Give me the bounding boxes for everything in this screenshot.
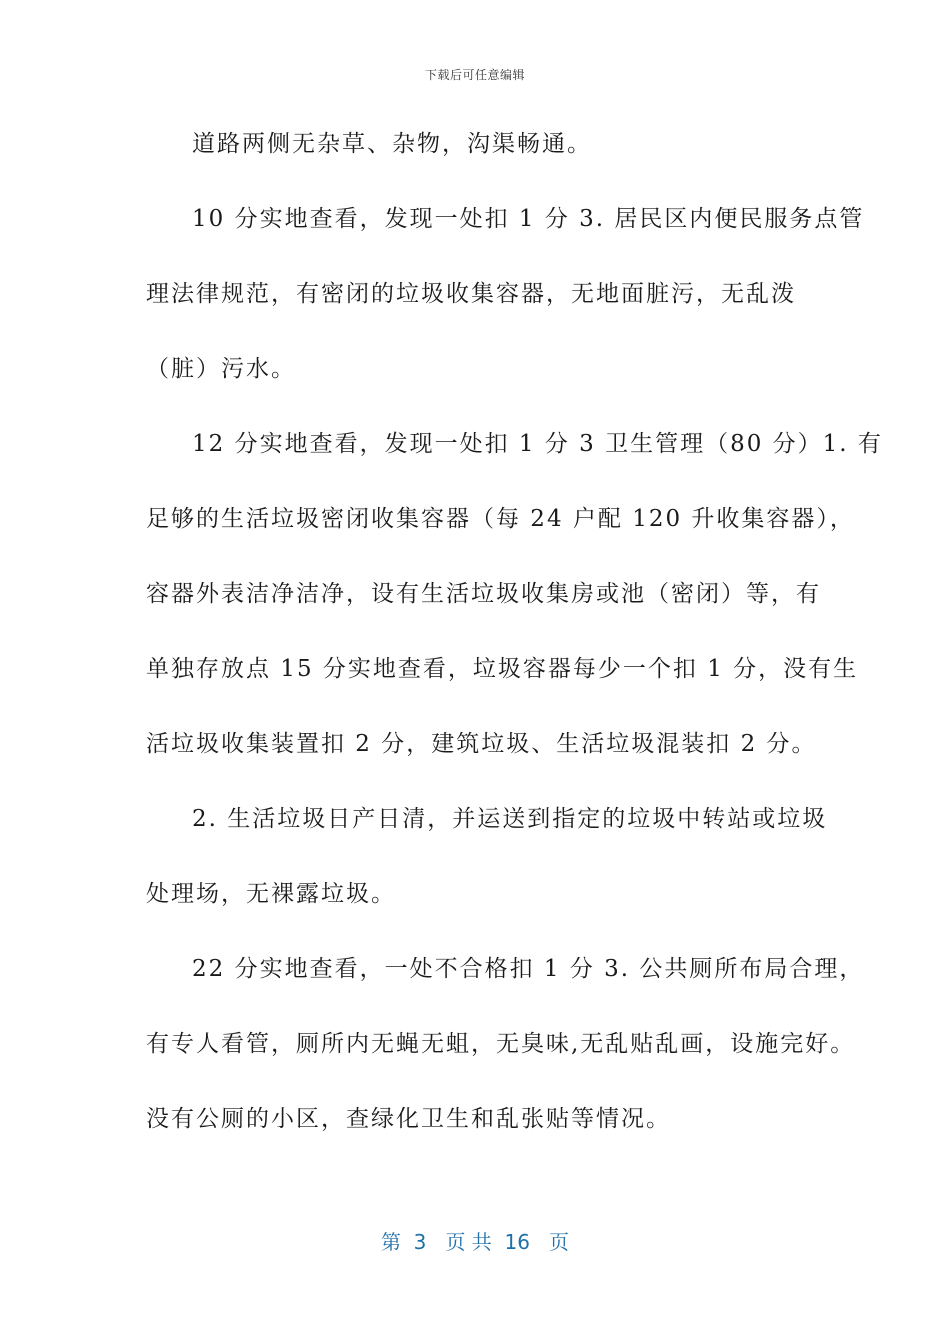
- paragraph-line: 没有公厕的小区，查绿化卫生和乱张贴等情况。: [146, 1106, 671, 1132]
- paragraph-line: 单独存放点 15 分实地查看，垃圾容器每少一个扣 1 分，没有生: [146, 656, 859, 682]
- body-text: [146, 124, 883, 1174]
- paragraph-line: 处理场，无裸露垃圾。: [146, 881, 396, 907]
- paragraph-line: 22 分实地查看，一处不合格扣 1 分 3. 公共厕所布局合理，: [192, 956, 865, 982]
- paragraph-line: 活垃圾收集装置扣 2 分，建筑垃圾、生活垃圾混装扣 2 分。: [146, 731, 817, 757]
- page-header: 下载后可任意编辑: [424, 68, 525, 82]
- page-number-footer: 第 3 页 共 16 页: [380, 1230, 570, 1254]
- paragraph-line: （脏）污水。: [146, 356, 296, 382]
- paragraph-line: 容器外表洁净洁净，设有生活垃圾收集房或池（密闭）等，有: [146, 581, 821, 607]
- paragraph-line: 足够的生活垃圾密闭收集容器（每 24 户配 120 升收集容器），: [146, 506, 855, 532]
- paragraph-line: 2. 生活垃圾日产日清，并运送到指定的垃圾中转站或垃圾: [192, 806, 828, 832]
- paragraph-line: 10 分实地查看，发现一处扣 1 分 3. 居民区内便民服务点管: [192, 206, 865, 232]
- paragraph-line: 道路两侧无杂草、杂物，沟渠畅通。: [192, 131, 592, 157]
- paragraph-line: 12 分实地查看，发现一处扣 1 分 3 卫生管理（80 分）1. 有: [192, 431, 883, 457]
- paragraph-line: 理法律规范，有密闭的垃圾收集容器，无地面脏污，无乱泼: [146, 281, 796, 307]
- paragraph-line: 有专人看管，厕所内无蝇无蛆，无臭味,无乱贴乱画，设施完好。: [146, 1031, 856, 1057]
